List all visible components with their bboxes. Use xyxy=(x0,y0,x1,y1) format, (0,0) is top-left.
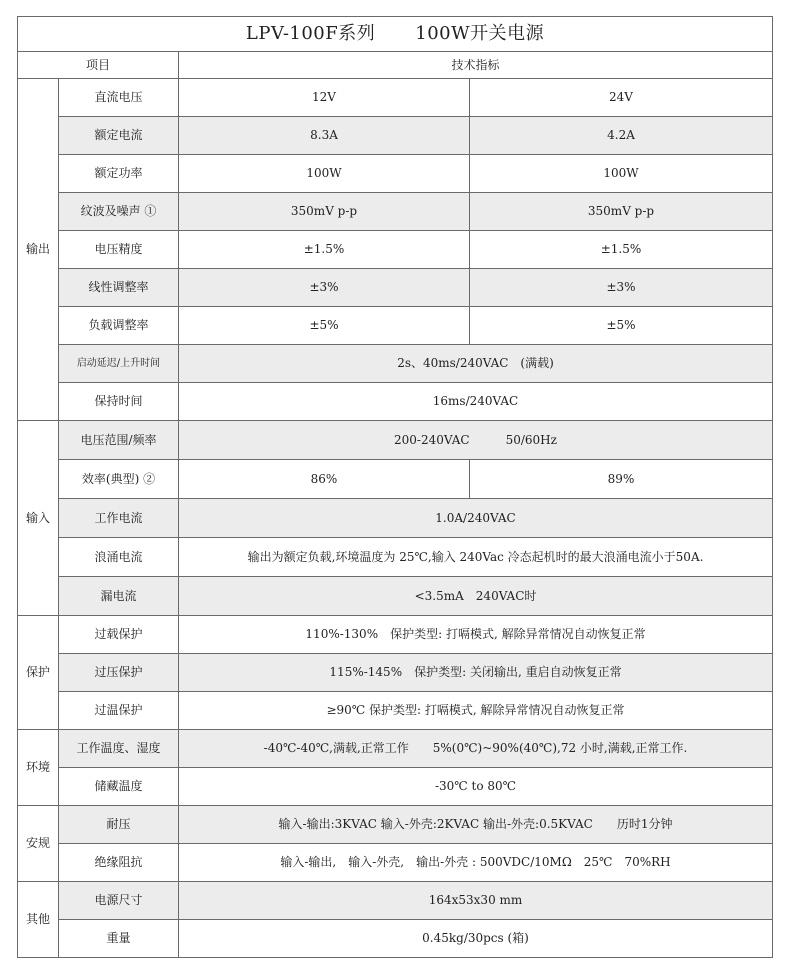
group-output: 输出 xyxy=(18,79,59,421)
group-environment: 环境 xyxy=(18,730,59,806)
row-value: 110%-130% 保护类型: 打嗝模式, 解除异常情况自动恢复正常 xyxy=(179,616,773,654)
row-value: 0.45kg/30pcs (箱) xyxy=(179,920,773,958)
row-label: 纹波及噪声 ① xyxy=(59,193,179,231)
value-24v: 24V xyxy=(470,79,773,117)
row-value: 1.0A/240VAC xyxy=(179,499,773,538)
table-row xyxy=(18,383,773,421)
table-row xyxy=(18,730,773,768)
table-row xyxy=(18,155,773,193)
table-row xyxy=(18,499,773,538)
row-value: 200-240VAC 50/60Hz xyxy=(179,421,773,460)
value-12v: 350mV p-p xyxy=(179,193,470,231)
row-value: ≥90℃ 保护类型: 打嗝模式, 解除异常情况自动恢复正常 xyxy=(179,692,773,730)
value-12v: ±3% xyxy=(179,269,470,307)
row-label: 浪涌电流 xyxy=(59,538,179,577)
row-value: 2s、40ms/240VAC (满载) xyxy=(179,345,773,383)
table-row xyxy=(18,79,773,117)
header-item: 项目 xyxy=(18,52,179,79)
value-24v: 350mV p-p xyxy=(470,193,773,231)
group-safety: 安规 xyxy=(18,806,59,882)
row-label: 直流电压 xyxy=(59,79,179,117)
row-label: 电源尺寸 xyxy=(59,882,179,920)
table-row xyxy=(18,844,773,882)
row-label: 电压范围/频率 xyxy=(59,421,179,460)
row-label: 额定电流 xyxy=(59,117,179,155)
row-label: 漏电流 xyxy=(59,577,179,616)
row-value: 输入-输出, 输入-外壳, 输出-外壳 : 500VDC/10MΩ 25℃ 70%RH xyxy=(179,844,773,882)
value-24v: ±5% xyxy=(470,307,773,345)
row-value: -30℃ to 80℃ xyxy=(179,768,773,806)
table-row xyxy=(18,117,773,155)
model-series: LPV-100F系列 xyxy=(245,23,376,45)
table-row xyxy=(18,654,773,692)
row-value: 输出为额定负载,环境温度为 25℃,输入 240Vac 冷态起机时的最大浪涌电流小于50A. xyxy=(179,538,773,577)
row-label: 过载保护 xyxy=(59,616,179,654)
row-label: 启动延迟/上升时间 xyxy=(59,345,179,383)
row-label: 重量 xyxy=(59,920,179,958)
table-row xyxy=(18,231,773,269)
table-row xyxy=(18,692,773,730)
value-12v: 8.3A xyxy=(179,117,470,155)
table-row xyxy=(18,460,773,499)
value-12v: 86% xyxy=(179,460,470,499)
value-12v: ±1.5% xyxy=(179,231,470,269)
product-name: 100W开关电源 xyxy=(415,23,545,45)
row-label: 电压精度 xyxy=(59,231,179,269)
value-24v: 4.2A xyxy=(470,117,773,155)
row-label: 耐压 xyxy=(59,806,179,844)
row-value: -40℃-40℃,满载,正常工作 5%(0℃)~90%(40℃),72 小时,满载,正常工作. xyxy=(179,730,773,768)
table-row xyxy=(18,421,773,460)
title-row xyxy=(18,17,773,52)
row-label: 过压保护 xyxy=(59,654,179,692)
group-input: 输入 xyxy=(18,421,59,616)
row-label: 额定功率 xyxy=(59,155,179,193)
header-spec: 技术指标 xyxy=(179,52,773,79)
row-label: 保持时间 xyxy=(59,383,179,421)
row-label: 储藏温度 xyxy=(59,768,179,806)
value-24v: 100W xyxy=(470,155,773,193)
table-row xyxy=(18,345,773,383)
row-label: 绝缘阻抗 xyxy=(59,844,179,882)
row-value: <3.5mA 240VAC时 xyxy=(179,577,773,616)
value-12v: 100W xyxy=(179,155,470,193)
value-12v: 12V xyxy=(179,79,470,117)
table-row xyxy=(18,806,773,844)
group-other: 其他 xyxy=(18,882,59,958)
table-title xyxy=(18,17,773,52)
spec-table xyxy=(17,16,773,958)
value-24v: 89% xyxy=(470,460,773,499)
row-value: 输入-输出:3KVAC 输入-外壳:2KVAC 输出-外壳:0.5KVAC 历时1分钟 xyxy=(179,806,773,844)
row-label: 效率(典型) ② xyxy=(59,460,179,499)
table-row xyxy=(18,616,773,654)
row-label: 工作电流 xyxy=(59,499,179,538)
row-value: 16ms/240VAC xyxy=(179,383,773,421)
value-12v: ±5% xyxy=(179,307,470,345)
row-label: 线性调整率 xyxy=(59,269,179,307)
header-row xyxy=(18,52,773,79)
value-24v: ±1.5% xyxy=(470,231,773,269)
row-value: 164x53x30 mm xyxy=(179,882,773,920)
table-row xyxy=(18,920,773,958)
table-row xyxy=(18,882,773,920)
row-label: 工作温度、湿度 xyxy=(59,730,179,768)
table-row xyxy=(18,307,773,345)
table-row xyxy=(18,538,773,577)
row-label: 负载调整率 xyxy=(59,307,179,345)
row-label: 过温保护 xyxy=(59,692,179,730)
row-value: 115%-145% 保护类型: 关闭输出, 重启自动恢复正常 xyxy=(179,654,773,692)
table-row xyxy=(18,193,773,231)
table-row xyxy=(18,768,773,806)
table-row xyxy=(18,269,773,307)
group-protection: 保护 xyxy=(18,616,59,730)
table-row xyxy=(18,577,773,616)
value-24v: ±3% xyxy=(470,269,773,307)
